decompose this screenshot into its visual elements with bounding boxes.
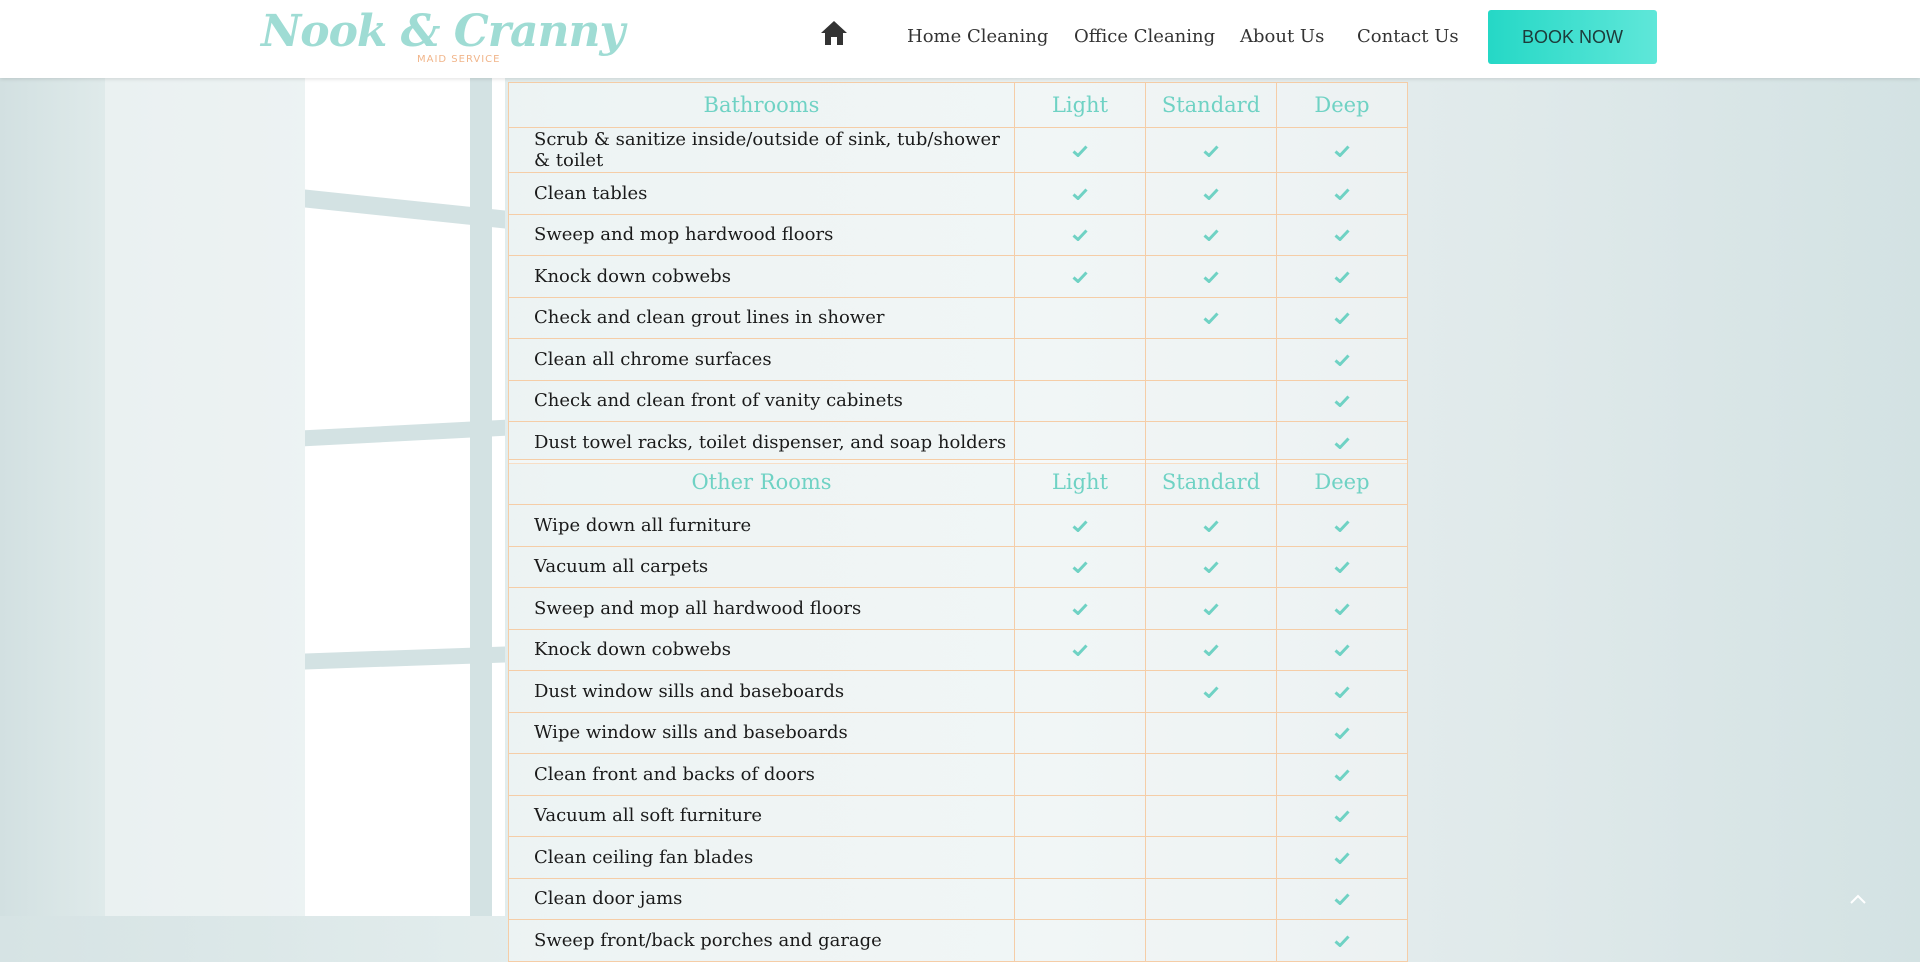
check-cell: [1015, 173, 1146, 215]
check-cell: [1146, 214, 1277, 256]
table-row: [509, 380, 1408, 422]
check-icon: [1334, 561, 1350, 573]
task-label: Knock down cobwebs: [509, 629, 1015, 671]
check-icon: [1203, 561, 1219, 573]
check-cell: [1146, 795, 1277, 837]
check-cell: [1277, 629, 1408, 671]
check-cell: [1146, 128, 1277, 173]
check-cell: [1277, 671, 1408, 713]
check-cell: [1015, 795, 1146, 837]
task-label: Sweep and mop hardwood floors: [509, 214, 1015, 256]
column-header-standard: Standard: [1146, 83, 1277, 128]
nav-contact-us[interactable]: Contact Us: [1357, 26, 1459, 47]
task-label: Clean all chrome surfaces: [509, 339, 1015, 381]
check-icon: [1334, 935, 1350, 947]
table-row: [509, 505, 1408, 547]
check-cell: [1146, 754, 1277, 796]
table-section-title: Bathrooms: [509, 83, 1015, 128]
check-cell: [1015, 629, 1146, 671]
check-icon: [1334, 769, 1350, 781]
task-label: Check and clean front of vanity cabinets: [509, 380, 1015, 422]
check-cell: [1146, 256, 1277, 298]
check-icon: [1334, 271, 1350, 283]
check-cell: [1015, 878, 1146, 920]
task-label: Scrub & sanitize inside/outside of sink, tub/shower & toilet: [509, 128, 1015, 173]
check-cell: [1277, 754, 1408, 796]
site-header: [0, 0, 1920, 78]
check-cell: [1277, 297, 1408, 339]
home-icon[interactable]: [820, 20, 848, 46]
check-icon: [1334, 686, 1350, 698]
check-icon: [1334, 810, 1350, 822]
bathrooms-table: [508, 82, 1408, 464]
check-icon: [1334, 644, 1350, 656]
check-icon: [1203, 603, 1219, 615]
check-cell: [1277, 712, 1408, 754]
check-icon: [1334, 354, 1350, 366]
task-label: Dust towel racks, toilet dispenser, and soap holders: [509, 422, 1015, 464]
check-cell: [1277, 837, 1408, 879]
check-icon: [1203, 229, 1219, 241]
table-row: [509, 795, 1408, 837]
check-cell: [1277, 339, 1408, 381]
check-cell: [1015, 837, 1146, 879]
check-icon: [1072, 520, 1088, 532]
task-label: Sweep front/back porches and garage: [509, 920, 1015, 962]
task-label: Sweep and mop all hardwood floors: [509, 588, 1015, 630]
column-header-light: Light: [1015, 460, 1146, 505]
check-cell: [1277, 920, 1408, 962]
check-cell: [1146, 588, 1277, 630]
check-cell: [1277, 422, 1408, 464]
table-row: [509, 712, 1408, 754]
check-icon: [1203, 145, 1219, 157]
check-cell: [1277, 173, 1408, 215]
check-cell: [1015, 422, 1146, 464]
check-icon: [1203, 644, 1219, 656]
column-header-deep: Deep: [1277, 460, 1408, 505]
check-cell: [1015, 256, 1146, 298]
check-icon: [1203, 520, 1219, 532]
table-row: [509, 754, 1408, 796]
check-icon: [1334, 893, 1350, 905]
check-cell: [1146, 505, 1277, 547]
check-cell: [1015, 297, 1146, 339]
check-cell: [1015, 754, 1146, 796]
table-row: [509, 128, 1408, 173]
check-cell: [1015, 380, 1146, 422]
task-label: Vacuum all soft furniture: [509, 795, 1015, 837]
check-icon: [1072, 561, 1088, 573]
nav-home-cleaning[interactable]: Home Cleaning: [907, 26, 1049, 47]
check-icon: [1334, 229, 1350, 241]
table-row: [509, 256, 1408, 298]
check-icon: [1203, 188, 1219, 200]
check-cell: [1146, 422, 1277, 464]
check-cell: [1015, 339, 1146, 381]
check-cell: [1015, 214, 1146, 256]
check-icon: [1203, 312, 1219, 324]
task-label: Clean door jams: [509, 878, 1015, 920]
nav-office-cleaning[interactable]: Office Cleaning: [1074, 26, 1216, 47]
table-row: [509, 173, 1408, 215]
check-cell: [1277, 214, 1408, 256]
check-cell: [1277, 128, 1408, 173]
table-row: [509, 214, 1408, 256]
check-icon: [1203, 686, 1219, 698]
check-cell: [1277, 505, 1408, 547]
table-row: [509, 878, 1408, 920]
check-icon: [1334, 395, 1350, 407]
check-cell: [1277, 588, 1408, 630]
check-cell: [1277, 546, 1408, 588]
task-label: Check and clean grout lines in shower: [509, 297, 1015, 339]
book-now-button[interactable]: BOOK NOW: [1488, 10, 1657, 64]
check-icon: [1072, 229, 1088, 241]
check-cell: [1146, 339, 1277, 381]
table-row: [509, 297, 1408, 339]
column-header-light: Light: [1015, 83, 1146, 128]
column-header-standard: Standard: [1146, 460, 1277, 505]
check-icon: [1072, 145, 1088, 157]
check-icon: [1334, 520, 1350, 532]
check-cell: [1015, 546, 1146, 588]
check-icon: [1334, 188, 1350, 200]
check-cell: [1015, 920, 1146, 962]
table-header-row: [509, 83, 1408, 128]
check-cell: [1146, 712, 1277, 754]
check-cell: [1146, 297, 1277, 339]
table-row: [509, 339, 1408, 381]
background-shade: [0, 78, 105, 916]
check-cell: [1277, 380, 1408, 422]
task-label: Knock down cobwebs: [509, 256, 1015, 298]
check-icon: [1072, 188, 1088, 200]
other-rooms-table: [508, 459, 1408, 962]
check-cell: [1146, 380, 1277, 422]
check-icon: [1072, 271, 1088, 283]
table-row: [509, 671, 1408, 713]
logo-wordmark: Nook & Cranny: [261, 6, 625, 57]
check-cell: [1146, 173, 1277, 215]
column-header-deep: Deep: [1277, 83, 1408, 128]
table-row: [509, 837, 1408, 879]
check-cell: [1146, 878, 1277, 920]
check-icon: [1334, 312, 1350, 324]
check-cell: [1146, 546, 1277, 588]
task-label: Dust window sills and baseboards: [509, 671, 1015, 713]
task-label: Wipe window sills and baseboards: [509, 712, 1015, 754]
check-cell: [1146, 671, 1277, 713]
check-cell: [1146, 837, 1277, 879]
table-row: [509, 546, 1408, 588]
check-icon: [1334, 437, 1350, 449]
check-icon: [1072, 603, 1088, 615]
check-icon: [1334, 727, 1350, 739]
task-label: Clean front and backs of doors: [509, 754, 1015, 796]
check-icon: [1334, 852, 1350, 864]
chevron-up-icon[interactable]: [1848, 890, 1868, 910]
logo-tagline: MAID SERVICE: [417, 54, 501, 65]
check-icon: [1334, 603, 1350, 615]
check-cell: [1015, 712, 1146, 754]
check-cell: [1015, 128, 1146, 173]
check-cell: [1015, 671, 1146, 713]
table-header-row: [509, 460, 1408, 505]
task-label: Wipe down all furniture: [509, 505, 1015, 547]
check-cell: [1146, 629, 1277, 671]
check-cell: [1146, 920, 1277, 962]
table-row: [509, 920, 1408, 962]
site-logo[interactable]: [261, 6, 625, 70]
check-cell: [1277, 256, 1408, 298]
table-section-title: Other Rooms: [509, 460, 1015, 505]
check-icon: [1334, 145, 1350, 157]
check-cell: [1015, 588, 1146, 630]
check-cell: [1277, 878, 1408, 920]
check-cell: [1277, 795, 1408, 837]
check-icon: [1072, 644, 1088, 656]
table-row: [509, 629, 1408, 671]
background-window-frame: [470, 78, 492, 916]
table-row: [509, 422, 1408, 464]
task-label: Clean tables: [509, 173, 1015, 215]
background-post: [105, 78, 305, 916]
check-icon: [1203, 271, 1219, 283]
nav-about-us[interactable]: About Us: [1240, 26, 1325, 47]
table-row: [509, 588, 1408, 630]
task-label: Vacuum all carpets: [509, 546, 1015, 588]
check-cell: [1015, 505, 1146, 547]
task-label: Clean ceiling fan blades: [509, 837, 1015, 879]
